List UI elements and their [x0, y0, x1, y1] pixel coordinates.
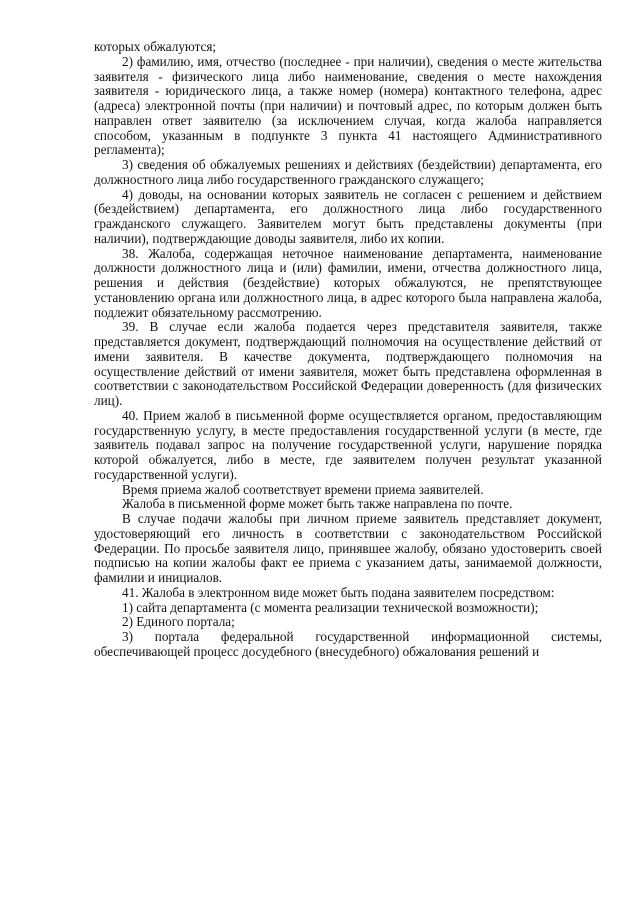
paragraph-clause-41-item-3: 3) портала федеральной государственной информационной системы, обеспечивающей процесс досудебного (внесудебного) обжалования решений и	[94, 629, 602, 659]
paragraph-item-4: 4) доводы, на основании которых заявитель не согласен с решением и действием (бездействием) департамента, его должностного лица либо государственного гражданского служащего. Заявителем могут быть представлены документы (при наличии), подтверждающие доводы заявителя, либо их копии.	[94, 186, 602, 246]
paragraph-clause-41: 41. Жалоба в электронном виде может быть подана заявителем посредством:	[122, 584, 555, 600]
paragraph-clause-41-item-1: 1) сайта департамента (с момента реализации технической возможности);	[122, 599, 539, 615]
paragraph-clause-41-item-2: 2) Единого портала;	[122, 614, 235, 630]
paragraph-reception-time: Время приема жалоб соответствует времени приема заявителей.	[122, 481, 484, 497]
paragraph-personal-reception: В случае подачи жалобы при личном приеме заявитель представляет документ, удостоверяющий его личность в соответствии с законодательством Российской Федерации. По просьбе заявителя лицо, принявшее жалобу, обязано удостоверить своей подписью на копии жалобы факт ее приема с указанием даты, занимаемой должности, фамилии и инициалов.	[94, 511, 602, 585]
paragraph-continuation: которых обжалуются;	[94, 39, 217, 54]
document-page	[94, 40, 602, 660]
paragraph-clause-40: 40. Прием жалоб в письменной форме осуществляется органом, предоставляющим государственную услугу, в месте предоставления государственной услуги (в месте, где заявитель подавал запрос на получение государственной услуги, нарушение порядка которой обжалуется, либо в месте, где заявителем получен результат указанной государственной услуги).	[94, 407, 602, 482]
paragraph-item-3: 3) сведения об обжалуемых решениях и действиях (бездействии) департамента, его должностного лица либо государственного гражданского служащего;	[94, 157, 602, 187]
paragraph-clause-38: 38. Жалоба, содержащая неточное наименование департамента, наименование должности должностного лица и (или) фамилии, имени, отчества должностного лица, решения и действия (бездействие) которых обжалуются, не препятствующее установлению органа или должностного лица, в адрес которого была направлена жалоба, подлежит обязательному рассмотрению.	[94, 245, 602, 320]
paragraph-item-2: 2) фамилию, имя, отчество (последнее - при наличии), сведения о месте жительства заявителя - физического лица либо наименование, сведения о месте нахождения заявителя - юридического лица, а также номер (номера) контактного телефона, адрес (адреса) электронной почты (при наличии) и почтовый адрес, по которым должен быть направлен ответ заявителю (за исключением случая, когда жалоба направляется способом, указанным в подпункте 3 пункта 41 настоящего Административного регламента);	[94, 53, 602, 158]
paragraph-postal-complaint: Жалоба в письменной форме может быть также направлена по почте.	[122, 496, 513, 512]
paragraph-clause-39: 39. В случае если жалоба подается через представителя заявителя, также представляется документ, подтверждающий полномочия на осуществление действий от имени заявителя. В качестве документа, подтверждающего полномочия на осуществление действий от имени заявителя, может быть представлена оформленная в соответствии с законодательством Российской Федерации доверенность (для физических лиц).	[94, 319, 602, 408]
